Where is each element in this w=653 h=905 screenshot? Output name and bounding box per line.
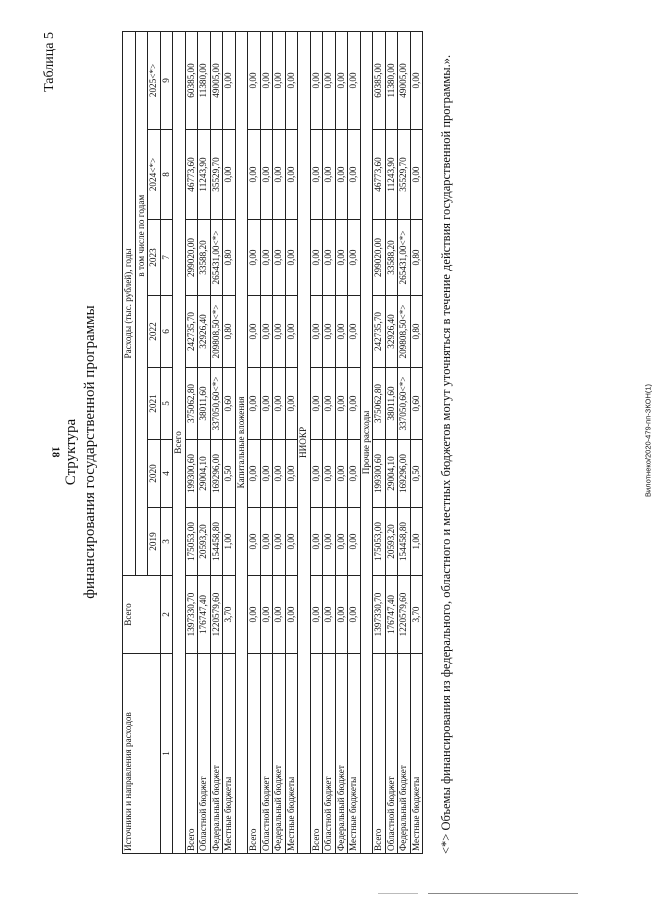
row-label: Всего	[310, 654, 323, 854]
document-title	[62, 22, 100, 882]
table-cell: 38011,60	[198, 368, 211, 440]
table-cell: 0,00	[248, 130, 261, 220]
table-cell: 0,00	[348, 130, 361, 220]
table-cell: 299020,00	[373, 220, 386, 296]
table-cell: 32926,40	[198, 296, 211, 368]
table-row	[260, 31, 273, 853]
table-cell: 0,00	[273, 31, 286, 129]
table-row	[310, 31, 323, 853]
year-2023: 2023	[148, 220, 161, 296]
table-cell: 0,00	[335, 220, 348, 296]
table-cell: 11243,90	[385, 130, 398, 220]
table-cell: 11243,90	[198, 130, 211, 220]
table-cell: 0,60	[223, 368, 236, 440]
table-cell: 11380,00	[198, 31, 211, 129]
row-label: Областной бюджет	[323, 654, 336, 854]
table-cell: 337050,60<*>	[210, 368, 223, 440]
table-cell: 0,00	[310, 508, 323, 576]
table-cell: 3,70	[410, 576, 423, 654]
table-cell: 0,00	[335, 130, 348, 220]
table-cell: 0,00	[273, 296, 286, 368]
column-number: 3	[160, 508, 173, 576]
column-number: 8	[160, 130, 173, 220]
table-cell: 0,50	[223, 440, 236, 508]
table-cell: 0,00	[248, 220, 261, 296]
row-label: Областной бюджет	[260, 654, 273, 854]
table-cell: 0,00	[273, 368, 286, 440]
table-cell: 0,00	[260, 508, 273, 576]
table-cell: 0,00	[285, 220, 298, 296]
table-cell: 0,80	[223, 296, 236, 368]
table-cell: 242735,70	[373, 296, 386, 368]
table-cell: 38011,60	[385, 368, 398, 440]
table-cell: 20593,20	[385, 508, 398, 576]
table-cell: 0,00	[310, 130, 323, 220]
table-cell: 29004,10	[385, 440, 398, 508]
table-cell: 0,00	[223, 130, 236, 220]
table-cell: 176747,40	[385, 576, 398, 654]
row-label: Местные бюджеты	[223, 654, 236, 854]
table-cell: 265431,00<*>	[398, 220, 411, 296]
row-label: Местные бюджеты	[348, 654, 361, 854]
section-header-row	[235, 31, 248, 853]
title-line-2: финансирования государственной программы	[82, 305, 98, 599]
table-cell: 242735,70	[185, 296, 198, 368]
table-cell: 32926,40	[385, 296, 398, 368]
table-cell: 60385,00	[373, 31, 386, 129]
table-cell: 154458,80	[398, 508, 411, 576]
table-cell: 0,00	[323, 440, 336, 508]
table-cell: 375062,80	[373, 368, 386, 440]
table-row	[285, 31, 298, 853]
row-label: Федеральный бюджет	[335, 654, 348, 854]
table-cell: 0,00	[323, 576, 336, 654]
table-header	[123, 31, 173, 853]
table-cell: 1397330,70	[185, 576, 198, 654]
column-number: 6	[160, 296, 173, 368]
year-2025: 2025<*>	[148, 31, 161, 129]
table-cell: 0,00	[248, 31, 261, 129]
table-cell: 0,00	[248, 440, 261, 508]
table-cell: 209808,50<*>	[210, 296, 223, 368]
table-label: Таблица 5	[42, 32, 57, 92]
table-cell: 33588,20	[198, 220, 211, 296]
table-cell: 20593,20	[198, 508, 211, 576]
table-cell: 169296,00	[210, 440, 223, 508]
table-cell: 0,00	[323, 220, 336, 296]
table-cell: 35529,70	[398, 130, 411, 220]
table-cell: 0,00	[335, 440, 348, 508]
table-row	[335, 31, 348, 853]
table-cell: 154458,80	[210, 508, 223, 576]
table-cell: 1,00	[223, 508, 236, 576]
title-line-1: Структура	[63, 418, 79, 486]
header-source: Источники и направления расходов	[123, 654, 161, 854]
table-cell: 0,50	[410, 440, 423, 508]
table-cell: 0,00	[335, 508, 348, 576]
table-cell: 0,00	[310, 220, 323, 296]
table-cell: 0,00	[248, 576, 261, 654]
table-cell: 0,80	[410, 296, 423, 368]
header-expenses: Расходы (тыс. рублей), годы	[123, 31, 136, 575]
table-row	[373, 31, 386, 853]
table-cell: 0,00	[223, 31, 236, 129]
row-label: Федеральный бюджет	[273, 654, 286, 854]
year-2024: 2024<*>	[148, 130, 161, 220]
row-label: Всего	[185, 654, 198, 854]
table-cell: 0,00	[310, 31, 323, 129]
row-label: Федеральный бюджет	[398, 654, 411, 854]
table-cell: 0,00	[260, 31, 273, 129]
table-cell: 0,00	[273, 220, 286, 296]
table-cell: 0,00	[323, 130, 336, 220]
table-cell: 0,00	[310, 440, 323, 508]
table-cell: 0,00	[310, 576, 323, 654]
table-cell: 3,70	[223, 576, 236, 654]
table-row	[323, 31, 336, 853]
table-cell: 169296,00	[398, 440, 411, 508]
table-cell: 0,00	[285, 368, 298, 440]
table-cell: 0,00	[323, 296, 336, 368]
table-cell: 29004,10	[198, 440, 211, 508]
section-title: Капитальные вложения	[235, 31, 248, 853]
column-number: 5	[160, 368, 173, 440]
table-cell: 0,80	[410, 220, 423, 296]
table-cell: 0,00	[285, 31, 298, 129]
table-row	[210, 31, 223, 853]
table-cell: 0,00	[260, 576, 273, 654]
table-cell: 0,00	[285, 296, 298, 368]
table-cell: 0,00	[335, 296, 348, 368]
column-number: 4	[160, 440, 173, 508]
table-cell: 0,00	[273, 440, 286, 508]
table-cell: 0,00	[260, 368, 273, 440]
table-cell: 337050,60<*>	[398, 368, 411, 440]
row-label: Местные бюджеты	[285, 654, 298, 854]
section-title: НИОКР	[298, 31, 311, 853]
table-cell: 0,00	[260, 220, 273, 296]
table-cell: 0,00	[323, 368, 336, 440]
row-label: Областной бюджет	[385, 654, 398, 854]
table-cell: 1220579,60	[210, 576, 223, 654]
table-cell: 0,00	[348, 576, 361, 654]
table-cell: 0,00	[285, 576, 298, 654]
table-cell: 1397330,70	[373, 576, 386, 654]
table-cell: 299020,00	[185, 220, 198, 296]
table-cell: 0,80	[223, 220, 236, 296]
table-cell: 0,00	[260, 130, 273, 220]
table-cell: 60385,00	[185, 31, 198, 129]
scan-line-left	[378, 893, 418, 894]
table-cell: 199300,60	[373, 440, 386, 508]
table-cell: 46773,60	[373, 130, 386, 220]
table-cell: 0,00	[335, 368, 348, 440]
table-cell: 0,00	[335, 576, 348, 654]
table-cell: 35529,70	[210, 130, 223, 220]
table-cell: 176747,40	[198, 576, 211, 654]
footnote: <*> Объемы финансирования из федерального, областного и местных бюджетов могут уточняться в течение действия государственной программы.».	[439, 54, 453, 854]
table-cell: 0,00	[335, 31, 348, 129]
table-cell: 0,00	[285, 130, 298, 220]
table-cell: 0,00	[348, 220, 361, 296]
table-cell: 199300,60	[185, 440, 198, 508]
table-cell: 0,00	[273, 508, 286, 576]
year-2019: 2019	[148, 508, 161, 576]
table-cell: 33588,20	[385, 220, 398, 296]
header-subgroup: в том числе по годам	[135, 31, 148, 439]
scan-line	[428, 893, 578, 894]
table-row	[185, 31, 198, 853]
table-cell: 175053,00	[185, 508, 198, 576]
table-cell: 0,00	[248, 508, 261, 576]
rotated-content	[40, 22, 600, 882]
year-2022: 2022	[148, 296, 161, 368]
table-cell: 0,00	[348, 296, 361, 368]
table-cell: 0,00	[285, 440, 298, 508]
table-row	[248, 31, 261, 853]
section-header-row	[360, 31, 373, 853]
table-cell: 0,00	[310, 296, 323, 368]
table-row	[348, 31, 361, 853]
table-cell: 0,00	[248, 296, 261, 368]
footer-document-code: Вилотнеко/2020-479-пп-ЗКОН(1)	[643, 383, 653, 498]
row-label: Всего	[248, 654, 261, 854]
table-row	[273, 31, 286, 853]
section-header-row	[173, 31, 186, 853]
table-cell: 0,00	[285, 508, 298, 576]
table-row	[223, 31, 236, 853]
table-row	[385, 31, 398, 853]
header-total: Всего	[123, 576, 161, 654]
financing-table	[122, 31, 423, 854]
table-cell: 375062,80	[185, 368, 198, 440]
row-label: Областной бюджет	[198, 654, 211, 854]
table-cell: 49005,00	[210, 31, 223, 129]
table-cell: 49005,00	[398, 31, 411, 129]
table-cell: 1220579,60	[398, 576, 411, 654]
page-number: 18	[49, 446, 62, 458]
table-cell: 0,00	[248, 368, 261, 440]
column-number-row	[160, 31, 173, 853]
section-title: Всего	[173, 31, 186, 853]
column-number: 2	[160, 576, 173, 654]
row-label: Местные бюджеты	[410, 654, 423, 854]
table-cell: 175053,00	[373, 508, 386, 576]
table-cell: 46773,60	[185, 130, 198, 220]
column-number: 7	[160, 220, 173, 296]
table-cell: 0,00	[410, 31, 423, 129]
table-cell: 1,00	[410, 508, 423, 576]
table-cell: 0,00	[260, 440, 273, 508]
table-row	[398, 31, 411, 853]
table-cell: 0,00	[348, 368, 361, 440]
table-body	[173, 31, 423, 853]
column-number: 9	[160, 31, 173, 129]
table-cell: 0,00	[310, 368, 323, 440]
row-label: Всего	[373, 654, 386, 854]
table-row	[410, 31, 423, 853]
table-cell: 0,00	[348, 31, 361, 129]
table-cell: 0,00	[273, 576, 286, 654]
section-title: Прочие расходы	[360, 31, 373, 853]
year-2021: 2021	[148, 368, 161, 440]
year-2020: 2020	[148, 440, 161, 508]
row-label: Федеральный бюджет	[210, 654, 223, 854]
table-cell: 0,00	[323, 508, 336, 576]
table-cell: 209808,50<*>	[398, 296, 411, 368]
table-cell: 0,00	[323, 31, 336, 129]
table-cell: 0,60	[410, 368, 423, 440]
table-cell: 11380,00	[385, 31, 398, 129]
section-header-row	[298, 31, 311, 853]
table-row	[198, 31, 211, 853]
table-cell: 0,00	[348, 440, 361, 508]
table-cell: 0,00	[273, 130, 286, 220]
table-cell: 0,00	[348, 508, 361, 576]
table-cell: 265431,00<*>	[210, 220, 223, 296]
table-cell: 0,00	[410, 130, 423, 220]
column-number: 1	[160, 654, 173, 854]
table-cell: 0,00	[260, 296, 273, 368]
